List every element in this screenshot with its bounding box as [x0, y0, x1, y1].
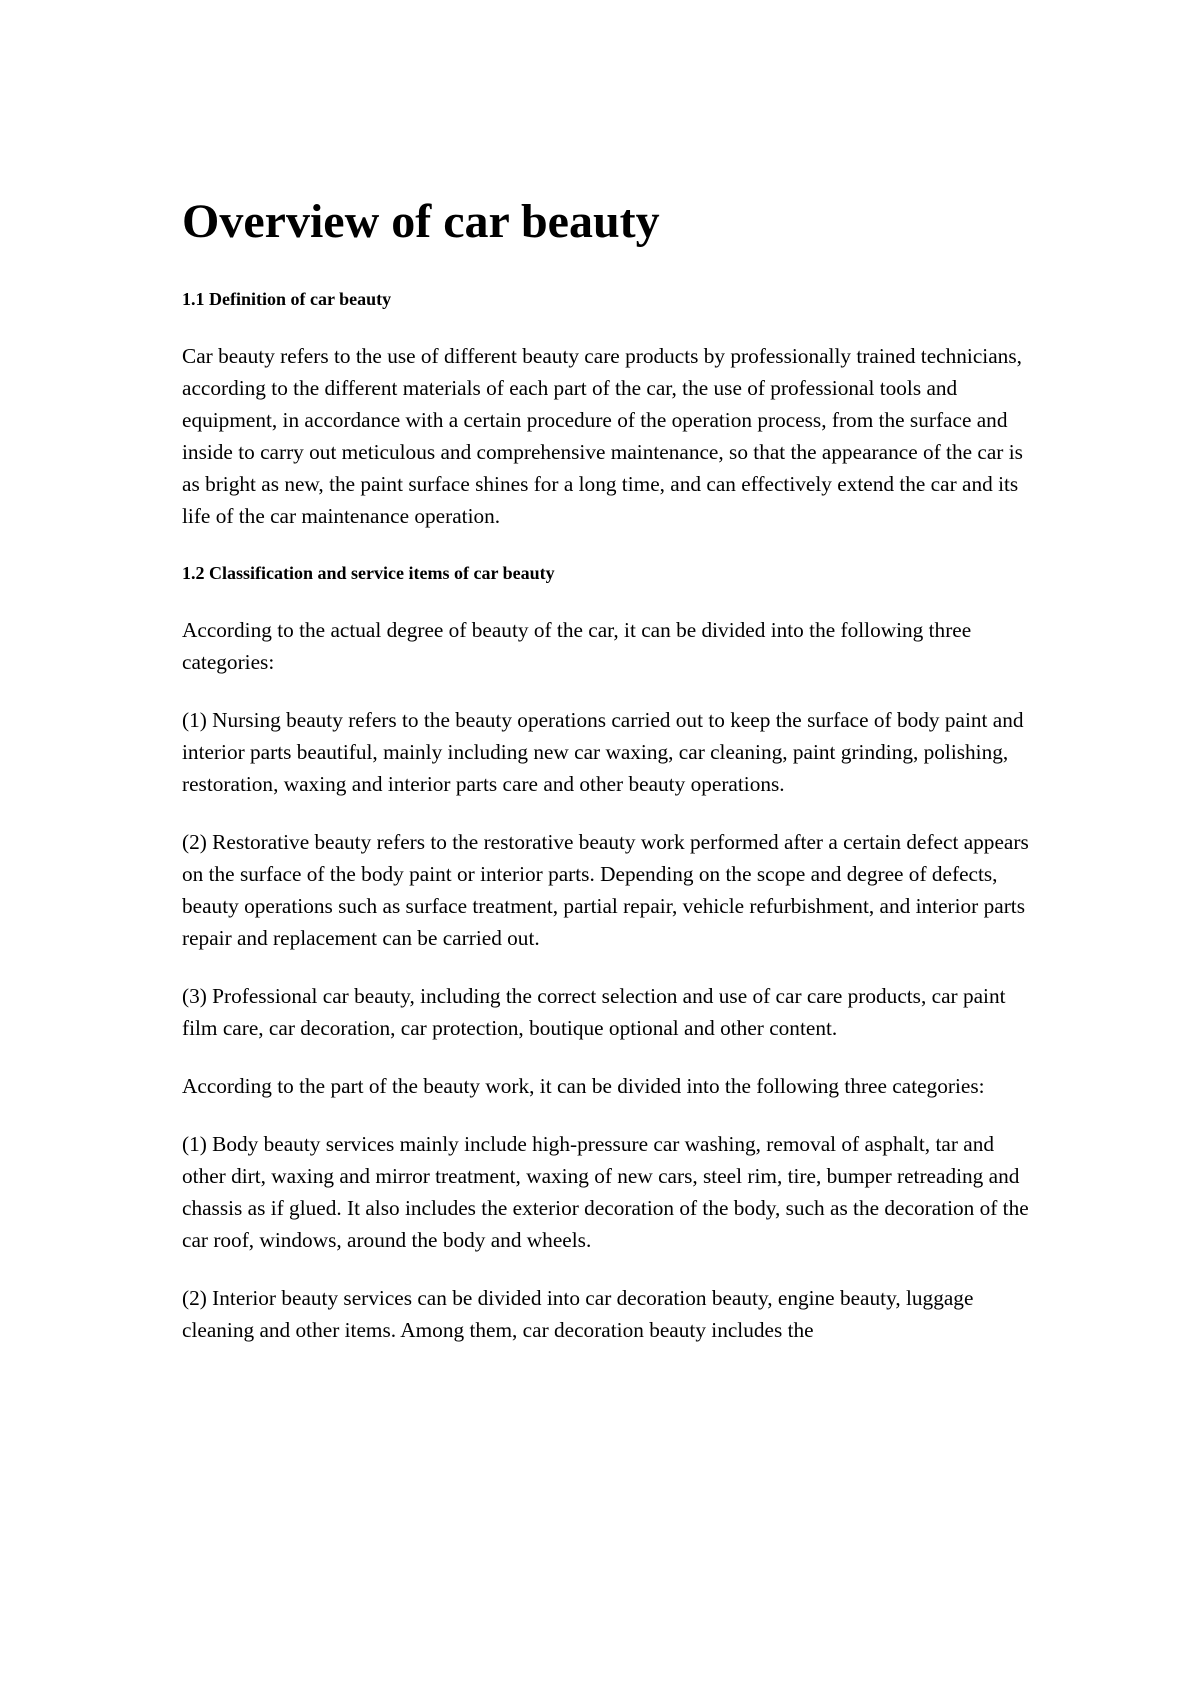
paragraph-body-beauty: (1) Body beauty services mainly include high-pressure car washing, removal of asphalt, tar and other dirt, waxing and mirror treatment, waxing of new cars, steel rim, tire, bumper retreading and chassis as if glued. It also includes the exterior decoration of the body, such as the decoration of the car roof, windows, around the body and wheels.	[182, 1132, 1029, 1252]
paragraph-interior-beauty: (2) Interior beauty services can be divided into car decoration beauty, engine beauty, luggage cleaning and other items. Among them, car decoration beauty includes the	[182, 1286, 974, 1342]
paragraph-professional-beauty: (3) Professional car beauty, including the correct selection and use of car care products, car paint film care, car decoration, car protection, boutique optional and other content.	[182, 984, 1006, 1040]
section-heading-definition: 1.1 Definition of car beauty	[182, 289, 392, 309]
document-title: Overview of car beauty	[182, 195, 660, 248]
document-body	[182, 190, 1032, 1372]
paragraph-part-intro: According to the part of the beauty work, it can be divided into the following three categories:	[182, 1074, 985, 1098]
paragraph-restorative-beauty: (2) Restorative beauty refers to the restorative beauty work performed after a certain defect appears on the surface of the body paint or interior parts. Depending on the scope and degree of defects, beauty operations such as surface treatment, partial repair, vehicle refurbishment, and interior parts repair and replacement can be carried out.	[182, 830, 1029, 950]
paragraph-degree-intro: According to the actual degree of beauty of the car, it can be divided into the following three categories:	[182, 618, 972, 674]
paragraph-definition: Car beauty refers to the use of different beauty care products by professionally trained technicians, according to the different materials of each part of the car, the use of professional tools and equipment, in accordance with a certain procedure of the operation process, from the surface and inside to carry out meticulous and comprehensive maintenance, so that the appearance of the car is as bright as new, the paint surface shines for a long time, and can effectively extend the car and its life of the car maintenance operation.	[182, 344, 1023, 528]
section-heading-classification: 1.2 Classification and service items of car beauty	[182, 563, 555, 583]
paragraph-nursing-beauty: (1) Nursing beauty refers to the beauty operations carried out to keep the surface of body paint and interior parts beautiful, mainly including new car waxing, car cleaning, paint grinding, polishing, restoration, waxing and interior parts care and other beauty operations.	[182, 708, 1024, 796]
